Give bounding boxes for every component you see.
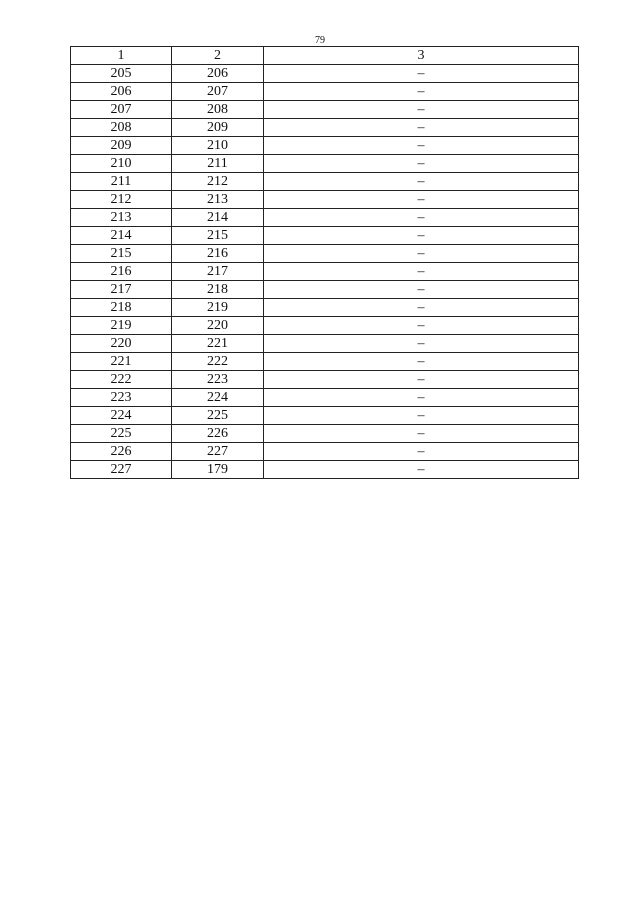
table-cell: – (264, 263, 579, 281)
table-row (71, 299, 579, 317)
table-cell: – (264, 137, 579, 155)
table-cell: 213 (71, 209, 172, 227)
table-row (71, 227, 579, 245)
table-cell: 219 (71, 317, 172, 335)
table-cell: 207 (71, 101, 172, 119)
table-cell: – (264, 173, 579, 191)
table-cell: 210 (71, 155, 172, 173)
table-header (71, 47, 579, 65)
page-number: 79 (315, 35, 325, 46)
table-cell: – (264, 299, 579, 317)
table-row (71, 425, 579, 443)
table-cell: – (264, 83, 579, 101)
table-row (71, 245, 579, 263)
table-cell: 211 (71, 173, 172, 191)
table-cell: 224 (172, 389, 264, 407)
table-row (71, 317, 579, 335)
table-cell: – (264, 371, 579, 389)
table-cell: – (264, 353, 579, 371)
table-cell: – (264, 389, 579, 407)
table-cell: 216 (71, 263, 172, 281)
table-cell: – (264, 209, 579, 227)
table-cell: – (264, 191, 579, 209)
table-cell: – (264, 281, 579, 299)
table-cell: 217 (172, 263, 264, 281)
table-cell: 225 (172, 407, 264, 425)
table-cell: 214 (172, 209, 264, 227)
table-cell: 212 (71, 191, 172, 209)
table-cell: – (264, 101, 579, 119)
table-cell: 221 (71, 353, 172, 371)
table-cell: 205 (71, 65, 172, 83)
table-row (71, 119, 579, 137)
table-cell: – (264, 227, 579, 245)
table-cell: 217 (71, 281, 172, 299)
table-cell: 206 (172, 65, 264, 83)
table-cell: 226 (71, 443, 172, 461)
table-cell: 214 (71, 227, 172, 245)
table-row (71, 191, 579, 209)
table-row (71, 155, 579, 173)
table-cell: 212 (172, 173, 264, 191)
table-cell: 218 (172, 281, 264, 299)
table-cell: 179 (172, 461, 264, 479)
table-row (71, 461, 579, 479)
table-cell: 219 (172, 299, 264, 317)
table-cell: – (264, 335, 579, 353)
table-row (71, 65, 579, 83)
table-row (71, 371, 579, 389)
table-row (71, 335, 579, 353)
table-cell: 206 (71, 83, 172, 101)
table-cell: 227 (172, 443, 264, 461)
data-table (70, 46, 579, 479)
table-cell: 220 (71, 335, 172, 353)
table-cell: 209 (71, 137, 172, 155)
table-cell: 215 (71, 245, 172, 263)
table-cell: – (264, 245, 579, 263)
table-cell: 222 (71, 371, 172, 389)
table-cell: – (264, 407, 579, 425)
table-row (71, 83, 579, 101)
table-cell: 223 (71, 389, 172, 407)
table-row (71, 407, 579, 425)
table-cell: 208 (172, 101, 264, 119)
table-cell: 227 (71, 461, 172, 479)
table-cell: 210 (172, 137, 264, 155)
table-row (71, 137, 579, 155)
table-cell: 216 (172, 245, 264, 263)
table-cell: 225 (71, 425, 172, 443)
table-cell: 213 (172, 191, 264, 209)
table-row (71, 173, 579, 191)
column-header: 1 (71, 47, 172, 65)
table-cell: 209 (172, 119, 264, 137)
table-cell: 223 (172, 371, 264, 389)
table-row (71, 209, 579, 227)
table-cell: 221 (172, 335, 264, 353)
table-cell: 224 (71, 407, 172, 425)
table-cell: – (264, 119, 579, 137)
table-row (71, 353, 579, 371)
table-cell: – (264, 65, 579, 83)
table-cell: 211 (172, 155, 264, 173)
table-cell: 215 (172, 227, 264, 245)
table-cell: – (264, 155, 579, 173)
table-row (71, 263, 579, 281)
table-cell: 218 (71, 299, 172, 317)
table-cell: 208 (71, 119, 172, 137)
header-row (71, 47, 579, 65)
table-cell: 222 (172, 353, 264, 371)
table-cell: – (264, 317, 579, 335)
table-cell: – (264, 425, 579, 443)
table-cell: – (264, 461, 579, 479)
table-row (71, 101, 579, 119)
column-header: 2 (172, 47, 264, 65)
table-cell: 220 (172, 317, 264, 335)
table-body (71, 65, 579, 479)
table-cell: – (264, 443, 579, 461)
table-cell: 226 (172, 425, 264, 443)
table-cell: 207 (172, 83, 264, 101)
table-row (71, 389, 579, 407)
table-row (71, 281, 579, 299)
table-row (71, 443, 579, 461)
column-header: 3 (264, 47, 579, 65)
